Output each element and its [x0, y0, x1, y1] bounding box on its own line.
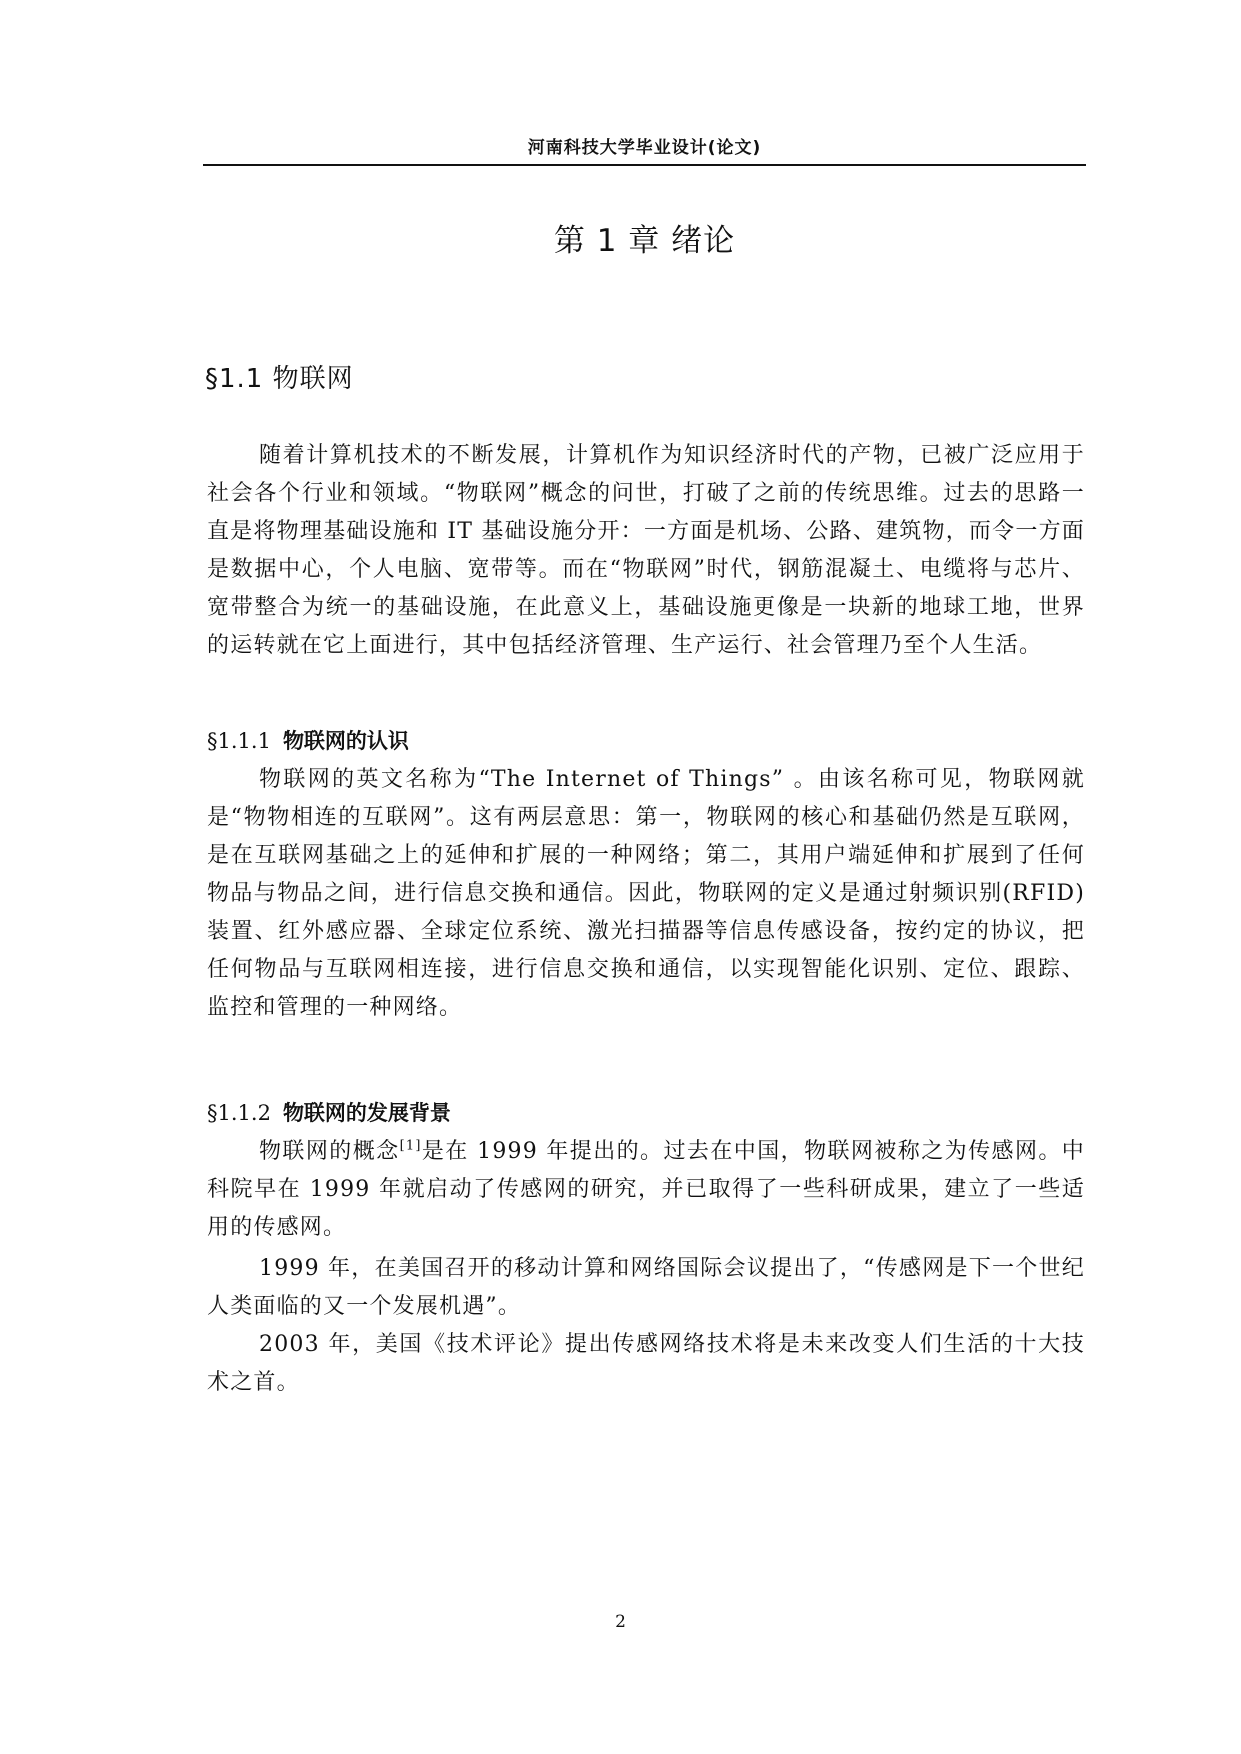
page-number: 2 [615, 1612, 626, 1632]
subsection-2-paragraph-2: 1999 年，在美国召开的移动计算和网络国际会议提出了，“传感网是下一个世纪人类面临的又一个发展机遇”。 [207, 1256, 1085, 1319]
subsection-title-1 [207, 725, 409, 755]
chapter-title: 第 1 章 绪论 [553, 223, 736, 259]
subsection-2-paragraph-1 [207, 1133, 1085, 1247]
subsection-2-paragraph-3: 2003 年，美国《技术评论》提出传感网络技术将是未来改变人们生活的十大技术之首。 [207, 1332, 1085, 1395]
subsection-number: §1.1.1 [207, 729, 271, 753]
section-intro-paragraph: 随着计算机技术的不断发展，计算机作为知识经济时代的产物，已被广泛应用于社会各个行业和领域。“物联网”概念的问世，打破了之前的传统思维。过去的思路一直是将物理基础设施和 IT 基础设施分开：一方面是机场、公路、建筑物，而令一方面是数据中心，个人电脑、宽带等。而在“物联网”时代，钢筋混凝土、电缆将与芯片、宽带整合为统一的基础设施，在此意义上，基础设施更像是一块新的地球工地，世界的运转就在它上面进行，其中包括经济管理、生产运行、社会管理乃至个人生活。 [207, 443, 1085, 658]
running-header: 河南科技大学毕业设计(论文) [527, 138, 762, 158]
paragraph-text: 物联网的概念 [259, 1139, 400, 1164]
header-rule [203, 164, 1086, 166]
subsection-1-paragraph: 物联网的英文名称为“The Internet of Things” 。由该名称可见，物联网就是“物物相连的互联网”。这有两层意思：第一，物联网的核心和基础仍然是互联网，是在互联网基础之上的延伸和扩展的一种网络；第二，其用户端延伸和扩展到了任何物品与物品之间，进行信息交换和通信。因此，物联网的定义是通过射频识别(RFID)装置、红外感应器、全球定位系统、激光扫描器等信息传感设备，按约定的协议，把任何物品与互联网相连接，进行信息交换和通信，以实现智能化识别、定位、跟踪、监控和管理的一种网络。 [207, 767, 1085, 1020]
subsection-number: §1.1.2 [207, 1101, 271, 1125]
citation-reference: [1] [399, 1138, 422, 1154]
subsection-title-2 [207, 1097, 451, 1127]
subsection-label: 物联网的发展背景 [282, 1101, 451, 1125]
subsection-label: 物联网的认识 [282, 729, 409, 753]
paragraph-text: 是在 1999 年提出的。过去在中国，物联网被称之为传感网。中科院早在 1999 年就启动了传感网的研究，并已取得了一些科研成果，建立了一些适用的传感网。 [207, 1139, 1085, 1240]
section-title: §1.1 物联网 [205, 364, 354, 394]
